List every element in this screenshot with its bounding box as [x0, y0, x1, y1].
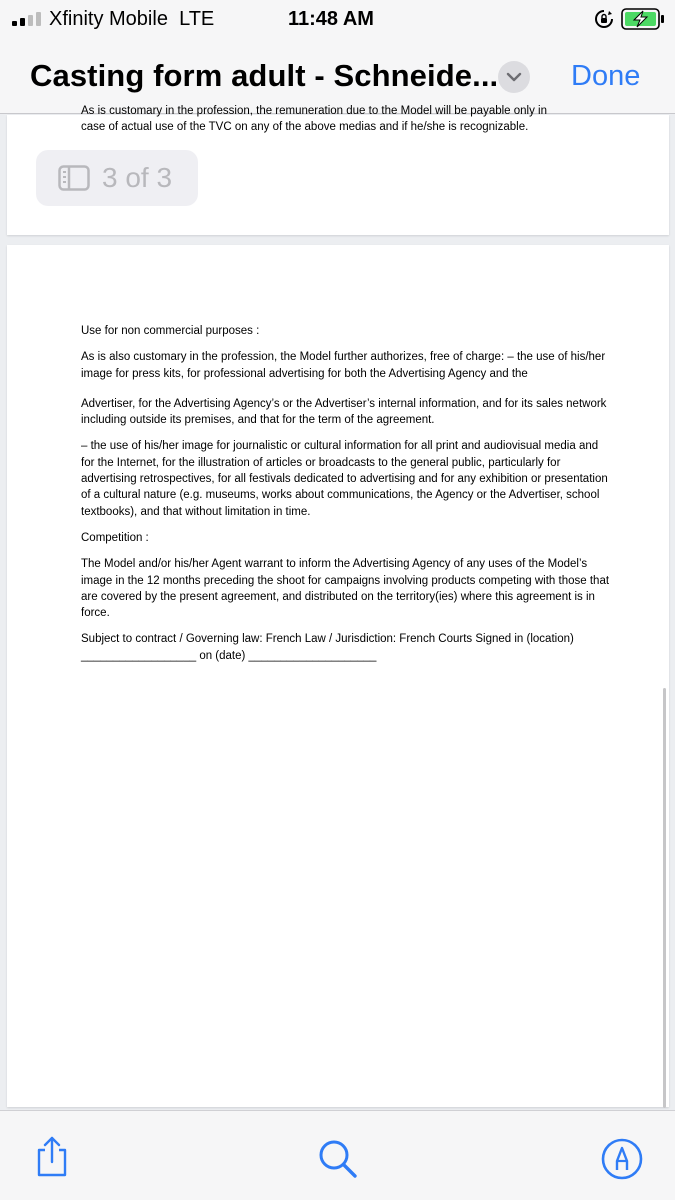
page-indicator[interactable] [36, 150, 198, 206]
markup-button[interactable] [601, 1137, 645, 1181]
done-button[interactable]: Done [571, 60, 641, 92]
paragraph: The Model and/or his/her Agent warrant to inform the Advertising Agency of any uses of the Model’s image in the 12 months preceding the shoot for campaigns involving products competing with those that are covered by the present agreement, and distributed on the territory(ies) where this agreement is in force. [81, 558, 610, 620]
thumbnail-sidebar-icon [58, 165, 90, 191]
text-line: case of actual use of the TVC on any of the above medias and if he/she is recognizable. [81, 121, 529, 133]
status-bar [0, 0, 675, 44]
document-title[interactable]: Casting form adult - Schneide... [30, 58, 499, 93]
section-heading: Competition : [81, 531, 149, 544]
status-time: 11:48 AM [288, 8, 374, 30]
search-button[interactable] [316, 1137, 360, 1181]
scroll-indicator[interactable] [663, 688, 666, 1108]
search-icon [316, 1137, 360, 1181]
paragraph: As is also customary in the profession, the Model further authorizes, free of charge: – the use of his/her image for press kits, for professional advertising for both the Advertising Agency and the [81, 351, 606, 380]
rotation-lock-icon [594, 9, 614, 29]
clipped-text-line: As is customary in the profession, the remuneration due to the Model will be payable only in [81, 105, 548, 117]
chevron-down-icon [506, 70, 522, 84]
share-icon [30, 1135, 74, 1179]
carrier-name: Xfinity Mobile [49, 8, 168, 30]
document-body [81, 323, 611, 674]
paragraph: Advertiser, for the Advertising Agency’s or the Advertiser’s internal information, and for its sales network including outside its premises, and that for the term of the agreement. [81, 397, 607, 427]
title-menu-button[interactable] [498, 61, 530, 93]
navigation-bar [0, 44, 675, 114]
bottom-toolbar [0, 1110, 675, 1200]
battery-charging-icon [621, 8, 665, 30]
network-type: LTE [179, 8, 215, 30]
signature-line: Subject to contract / Governing law: French Law / Jurisdiction: French Courts Signed in (location) __________________ on (date) ____________________ [81, 633, 574, 662]
carrier-label [49, 6, 214, 32]
page-indicator-label: 3 of 3 [102, 162, 173, 193]
signal-icon [12, 12, 42, 26]
share-button[interactable] [30, 1135, 74, 1179]
section-heading: Use for non commercial purposes : [81, 325, 260, 337]
paragraph: – the use of his/her image for journalistic or cultural information for all print and audiovisual media and for the Internet, for the illustration of articles or broadcasts to the general public, particularly for advertising retrospectives, for all festivals dedicated to advertising and for any exhibition or presentation of a cultural nature (e.g. museums, works about communications, the Agency or the Advertiser, school textbooks), and that without limitation in time. [81, 440, 608, 518]
document-page-3 [7, 245, 669, 1107]
markup-icon [601, 1137, 645, 1181]
